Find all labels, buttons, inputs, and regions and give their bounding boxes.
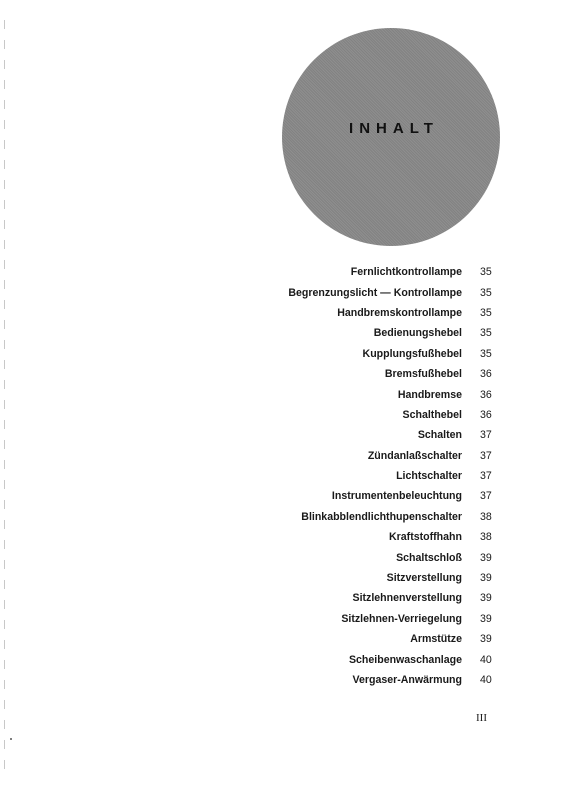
toc-entry-label: Zündanlaßschalter xyxy=(367,449,462,462)
toc-entry-label: Blinkabblendlichthupenschalter xyxy=(301,510,462,523)
toc-entry xyxy=(220,547,520,567)
toc-entry xyxy=(220,262,520,282)
toc-entry-label: Armstütze xyxy=(410,633,462,646)
toc-entry-label: Vergaser-Anwärmung xyxy=(352,674,462,686)
binding-mark xyxy=(4,520,8,529)
toc-entry-label: Sitzverstellung xyxy=(386,572,462,585)
binding-mark xyxy=(4,760,8,769)
toc-entry-page: 36 xyxy=(480,388,492,401)
toc-entry-label: Handbremskontrollampe xyxy=(337,306,462,319)
toc-entry-page: 39 xyxy=(480,612,492,625)
binding-mark xyxy=(4,680,8,689)
toc-entry-page: 36 xyxy=(480,368,492,381)
binding-mark xyxy=(4,340,8,349)
toc-entry xyxy=(220,486,520,506)
binding-mark xyxy=(4,120,8,129)
binding-hole-marks xyxy=(4,20,10,780)
toc-entry-label: Instrumentenbeleuchtung xyxy=(331,490,462,503)
title-circle xyxy=(282,28,500,246)
binding-mark xyxy=(4,200,8,209)
binding-mark xyxy=(4,620,8,629)
toc-entry-label: Scheibenwaschanlage xyxy=(348,653,462,666)
toc-entry-label: Bedienungshebel xyxy=(373,327,462,340)
binding-mark xyxy=(4,180,8,189)
toc-entry xyxy=(220,527,520,547)
binding-mark xyxy=(4,460,8,469)
scan-speck xyxy=(10,738,12,740)
toc-entry xyxy=(220,446,520,466)
toc-entry xyxy=(220,282,520,302)
toc-entry-page: 37 xyxy=(480,449,492,462)
toc-entry xyxy=(220,568,520,588)
binding-mark xyxy=(4,20,8,29)
binding-mark xyxy=(4,480,8,489)
toc-entry xyxy=(220,588,520,608)
toc-entry-page: 38 xyxy=(480,510,492,523)
toc-entry xyxy=(220,303,520,323)
toc-entry-page: 35 xyxy=(480,306,492,319)
toc-entry xyxy=(220,425,520,445)
binding-mark xyxy=(4,360,8,369)
toc-entry-page: 36 xyxy=(480,408,492,421)
toc-entry xyxy=(220,629,520,649)
binding-mark xyxy=(4,160,8,169)
toc-entry-page: 35 xyxy=(480,327,492,340)
binding-mark xyxy=(4,560,8,569)
toc-entry-page: 39 xyxy=(480,633,492,646)
binding-mark xyxy=(4,280,8,289)
binding-mark xyxy=(4,500,8,509)
binding-mark xyxy=(4,260,8,269)
toc-entry-page: 37 xyxy=(480,470,492,483)
binding-mark xyxy=(4,700,8,709)
binding-mark xyxy=(4,660,8,669)
binding-mark xyxy=(4,220,8,229)
toc-entry-label: Handbremse xyxy=(397,388,462,401)
toc-entry-label: Schaltschloß xyxy=(396,551,462,564)
toc-entry-page: 39 xyxy=(480,551,492,564)
toc-entry xyxy=(220,609,520,629)
toc-entry-label: Schalten xyxy=(417,429,462,442)
toc-entry-label: Fernlichtkontrollampe xyxy=(350,266,462,279)
page-title: INHALT xyxy=(349,120,439,137)
toc-entry xyxy=(220,507,520,527)
toc-entry xyxy=(220,384,520,404)
toc-entry-page: 35 xyxy=(480,266,492,279)
toc-entry xyxy=(220,364,520,384)
toc-entry-label: Begrenzungslicht — Kontrollampe xyxy=(288,286,462,299)
toc-entry-label: Sitzlehnen-Verriegelung xyxy=(341,612,462,625)
binding-mark xyxy=(4,240,8,249)
binding-mark xyxy=(4,300,8,309)
binding-mark xyxy=(4,400,8,409)
toc-entry-label: Lichtschalter xyxy=(396,470,462,483)
binding-mark xyxy=(4,600,8,609)
binding-mark xyxy=(4,740,8,749)
toc-entry-label: Sitzlehnenverstellung xyxy=(352,592,462,605)
binding-mark xyxy=(4,580,8,589)
toc-entry xyxy=(220,649,520,669)
binding-mark xyxy=(4,540,8,549)
toc-entry-label: Schalthebel xyxy=(402,408,462,421)
toc-entry-page: 40 xyxy=(480,674,492,686)
binding-mark xyxy=(4,140,8,149)
binding-mark xyxy=(4,720,8,729)
page-number: III xyxy=(476,712,487,724)
table-of-contents xyxy=(220,262,520,690)
toc-entry-label: Kupplungsfußhebel xyxy=(362,347,462,360)
binding-mark xyxy=(4,640,8,649)
binding-mark xyxy=(4,100,8,109)
binding-mark xyxy=(4,60,8,69)
toc-entry-page: 39 xyxy=(480,592,492,605)
toc-entry xyxy=(220,405,520,425)
toc-entry xyxy=(220,670,520,690)
toc-entry-page: 39 xyxy=(480,572,492,585)
toc-entry xyxy=(220,344,520,364)
toc-entry-page: 40 xyxy=(480,653,492,666)
binding-mark xyxy=(4,440,8,449)
binding-mark xyxy=(4,320,8,329)
toc-entry-page: 38 xyxy=(480,531,492,544)
binding-mark xyxy=(4,420,8,429)
toc-entry xyxy=(220,323,520,343)
toc-entry-page: 37 xyxy=(480,490,492,503)
toc-entry xyxy=(220,466,520,486)
toc-entry-label: Kraftstoffhahn xyxy=(389,531,462,544)
toc-entry-label: Bremsfußhebel xyxy=(384,368,462,381)
toc-entry-page: 35 xyxy=(480,347,492,360)
toc-entry-page: 37 xyxy=(480,429,492,442)
toc-entry-page: 35 xyxy=(480,286,492,299)
binding-mark xyxy=(4,380,8,389)
binding-mark xyxy=(4,80,8,89)
binding-mark xyxy=(4,40,8,49)
